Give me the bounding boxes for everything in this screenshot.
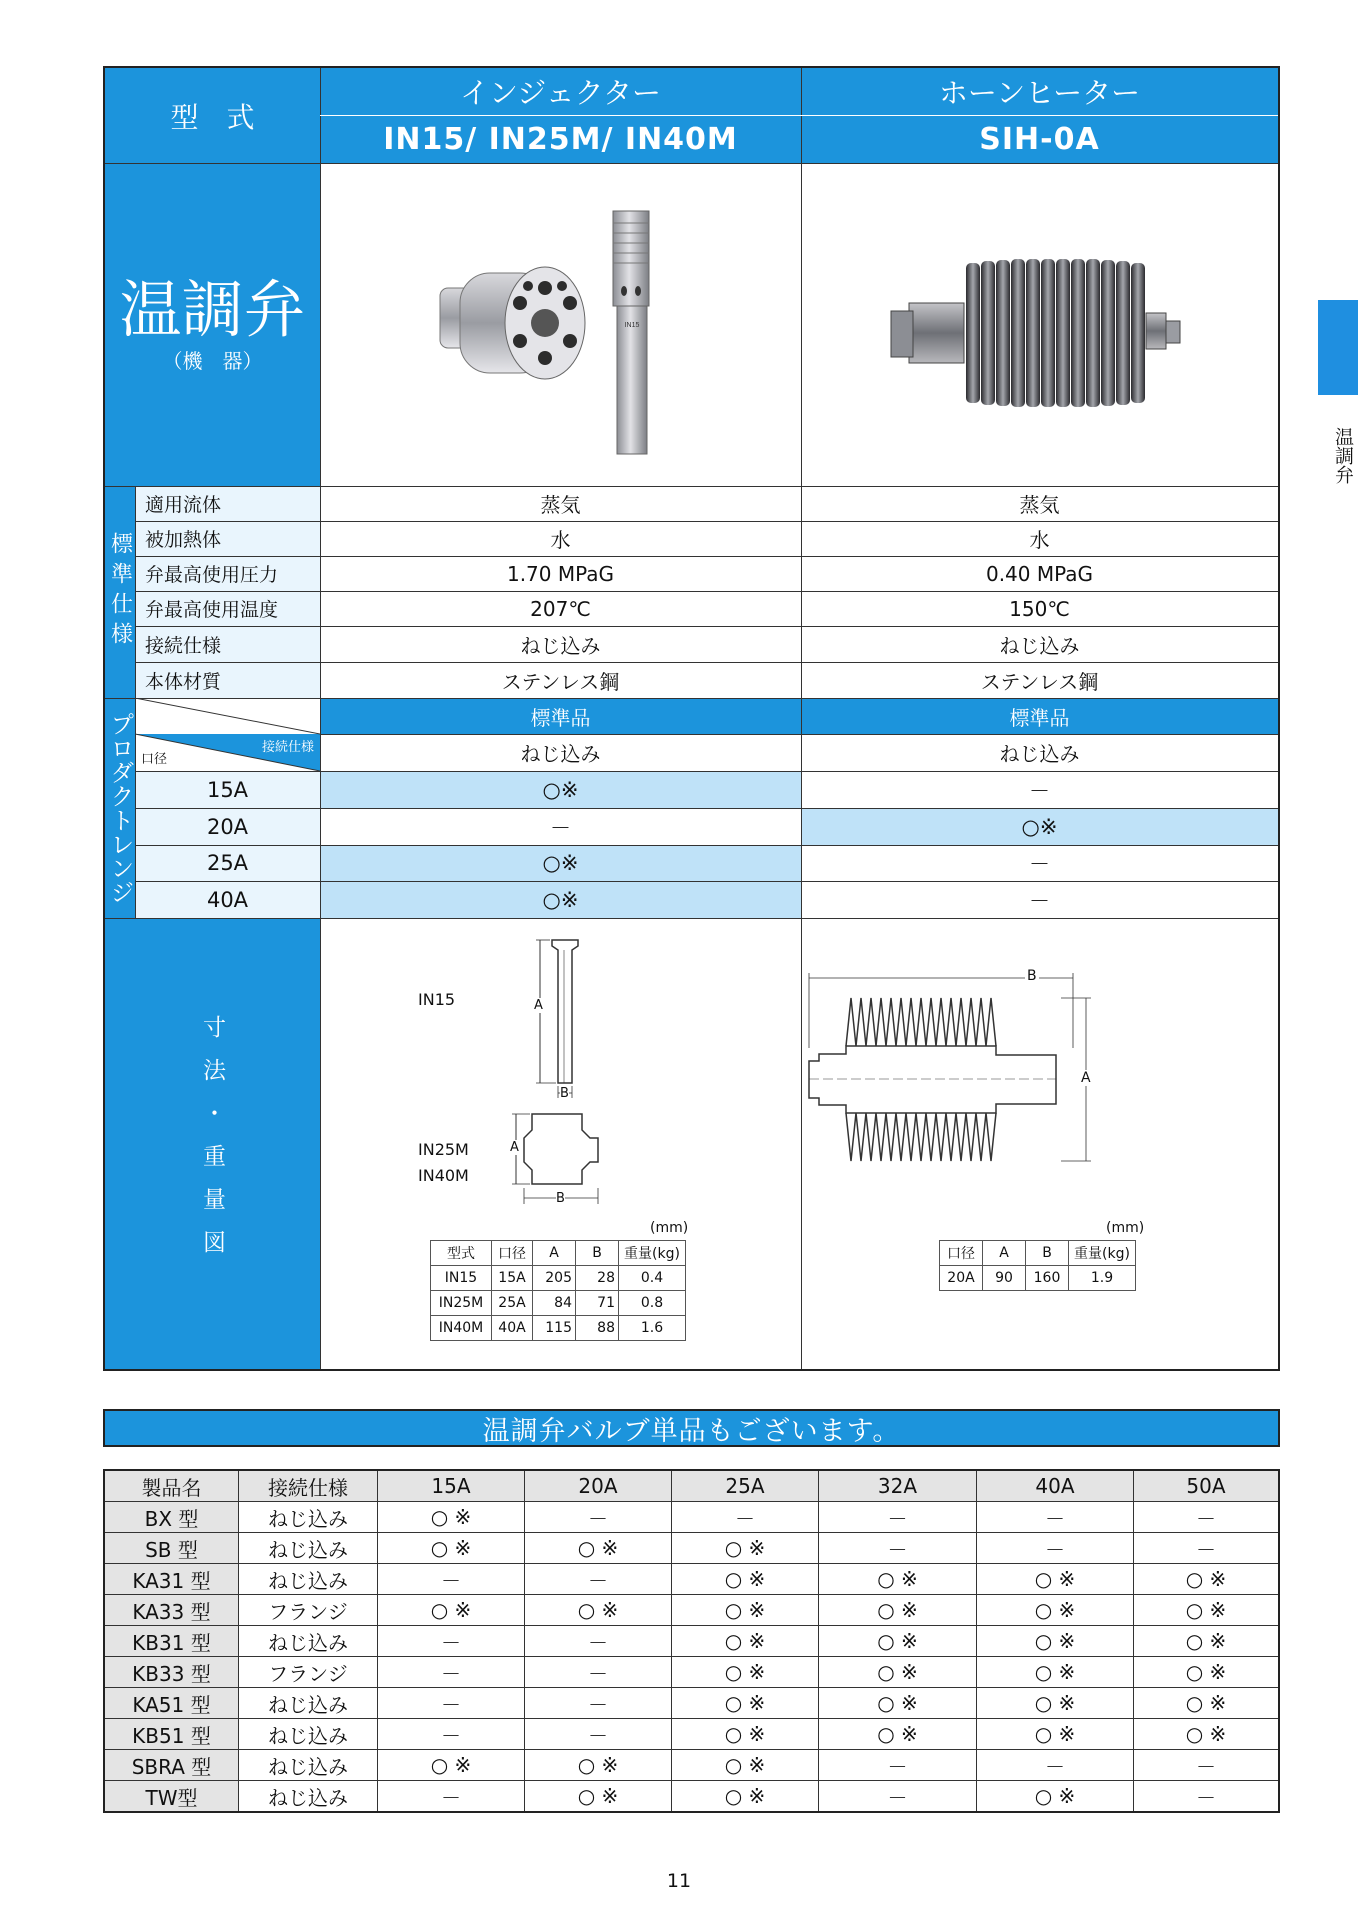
grid-line xyxy=(135,486,136,918)
range-value-0-0: ○※ xyxy=(320,771,801,808)
dims-right-h0: 口径 xyxy=(940,1241,983,1266)
grid-line xyxy=(135,771,1278,772)
valves-row xyxy=(104,1626,1279,1657)
valve-name: BX 型 xyxy=(104,1502,239,1533)
dims-right-h2: B xyxy=(1026,1241,1069,1266)
spec-label-4: 接続仕様 xyxy=(135,626,320,662)
valve-availability: ○ ※ xyxy=(672,1781,819,1813)
standard-spec-label: 標準仕様 xyxy=(105,486,135,698)
dims-left-row xyxy=(431,1266,686,1291)
valve-availability: － xyxy=(977,1533,1134,1564)
dims-left-cell: 0.8 xyxy=(619,1291,686,1316)
valve-availability: － xyxy=(525,1688,672,1719)
valve-connection: フランジ xyxy=(239,1657,378,1688)
valves-header: 25A xyxy=(672,1470,819,1502)
valves-row xyxy=(104,1533,1279,1564)
valve-name: KA51 型 xyxy=(104,1688,239,1719)
spec-value-4-0: ねじ込み xyxy=(520,633,601,658)
dim-b-in15: B xyxy=(560,1086,569,1101)
dims-left-unit: (mm) xyxy=(650,1220,689,1236)
valve-availability: ○ ※ xyxy=(525,1750,672,1781)
dim-b-in25m: B xyxy=(556,1191,565,1206)
range-conn-0: ねじ込み xyxy=(520,742,601,766)
dims-left-h4: 重量(kg) xyxy=(619,1241,686,1266)
injector-image xyxy=(320,163,801,486)
valve-availability: ○ ※ xyxy=(672,1595,819,1626)
spec-value-5-1: ステンレス鋼 xyxy=(980,669,1099,694)
grid-line xyxy=(135,808,1278,809)
spec-value-0-0: 蒸気 xyxy=(540,493,581,517)
dims-left-cell: 115 xyxy=(533,1316,576,1341)
dims-right-row xyxy=(940,1266,1136,1291)
diag-top-label: 接続仕様 xyxy=(261,740,314,755)
grid-line xyxy=(135,556,1278,557)
valve-availability: ○ ※ xyxy=(378,1502,525,1533)
valve-connection: ねじ込み xyxy=(239,1719,378,1750)
spec-value-2-0: 1.70 MPaG xyxy=(506,561,615,586)
valve-availability: ○ ※ xyxy=(672,1533,819,1564)
valve-availability: － xyxy=(525,1719,672,1750)
valve-availability: － xyxy=(819,1533,977,1564)
valves-header: 50A xyxy=(1134,1470,1280,1502)
label-in40m: IN40M xyxy=(418,1166,469,1185)
product-model-0: IN15/ IN25M/ IN40M xyxy=(320,115,801,163)
valves-header-row xyxy=(104,1470,1279,1502)
section-title: 温調弁 xyxy=(119,273,306,346)
spec-label-5: 本体材質 xyxy=(135,662,320,698)
valve-availability: － xyxy=(378,1719,525,1750)
valve-name: KB51 型 xyxy=(104,1719,239,1750)
valve-availability: － xyxy=(378,1781,525,1813)
valve-availability: － xyxy=(1134,1781,1280,1813)
valves-header: 15A xyxy=(378,1470,525,1502)
valve-availability: ○ ※ xyxy=(672,1688,819,1719)
product-range-label: プロダクトレンジ xyxy=(105,698,135,918)
valves-header: 20A xyxy=(525,1470,672,1502)
valve-connection: ねじ込み xyxy=(239,1564,378,1595)
valves-header: 接続仕様 xyxy=(239,1470,378,1502)
valve-availability: ○ ※ xyxy=(1134,1595,1280,1626)
dims-right-h3: 重量(kg) xyxy=(1069,1241,1136,1266)
spec-label-2: 弁最高使用圧力 xyxy=(135,556,320,591)
valve-connection: ねじ込み xyxy=(239,1502,378,1533)
range-value-1-1: ○※ xyxy=(801,808,1278,845)
dim-b-sih: B xyxy=(1027,968,1037,984)
valve-availability: ○ ※ xyxy=(819,1688,977,1719)
dims-left-cell: IN40M xyxy=(431,1316,492,1341)
valve-availability: － xyxy=(977,1502,1134,1533)
grid-line xyxy=(135,845,1278,846)
dims-right-unit: (mm) xyxy=(1106,1220,1145,1236)
dims-right-cell: 1.9 xyxy=(1069,1266,1136,1291)
valves-row xyxy=(104,1719,1279,1750)
page-number: 11 xyxy=(666,1870,692,1892)
dims-left-h2: A xyxy=(533,1241,576,1266)
spec-value-3-0: 207℃ xyxy=(530,596,591,621)
dims-left-cell: IN25M xyxy=(431,1291,492,1316)
valves-row xyxy=(104,1781,1279,1813)
spec-value-3-1: 150℃ xyxy=(1009,596,1070,621)
valve-availability: － xyxy=(1134,1502,1280,1533)
dims-label: 寸法・重量図 xyxy=(105,918,320,1369)
valve-availability: ○ ※ xyxy=(1134,1719,1280,1750)
valves-banner: 温調弁バルブ単品もございます。 xyxy=(103,1409,1280,1447)
spec-label-1: 被加熱体 xyxy=(135,521,320,556)
valves-body xyxy=(104,1502,1279,1813)
valve-availability: ○ ※ xyxy=(819,1626,977,1657)
range-size-1: 20A xyxy=(135,808,320,845)
dims-left-h1: 口径 xyxy=(492,1241,533,1266)
valves-row xyxy=(104,1564,1279,1595)
grid-line xyxy=(801,68,802,1369)
valve-availability: ○ ※ xyxy=(672,1657,819,1688)
valves-row xyxy=(104,1657,1279,1688)
valve-availability: ○ ※ xyxy=(525,1781,672,1813)
valve-availability: － xyxy=(819,1781,977,1813)
valve-name: TW型 xyxy=(104,1781,239,1813)
spec-value-1-1: 水 xyxy=(1029,528,1050,552)
grid-line xyxy=(105,486,1278,487)
dims-right-cell: 20A xyxy=(940,1266,983,1291)
valve-availability: ○ ※ xyxy=(378,1750,525,1781)
dims-left-cell: 84 xyxy=(533,1291,576,1316)
valve-availability: － xyxy=(378,1564,525,1595)
valve-availability: － xyxy=(1134,1750,1280,1781)
valves-header: 40A xyxy=(977,1470,1134,1502)
valve-connection: ねじ込み xyxy=(239,1626,378,1657)
valve-name: KA33 型 xyxy=(104,1595,239,1626)
spec-value-2-1: 0.40 MPaG xyxy=(985,561,1094,586)
valve-name: SBRA 型 xyxy=(104,1750,239,1781)
grid-line xyxy=(320,115,1278,116)
dims-left-h3: B xyxy=(576,1241,619,1266)
dims-left-cell: 28 xyxy=(576,1266,619,1291)
svg-text:IN15: IN15 xyxy=(624,322,640,329)
product-model-1: SIH-0A xyxy=(801,115,1278,163)
valve-availability: － xyxy=(819,1750,977,1781)
valve-availability: － xyxy=(378,1688,525,1719)
dims-right-header-row xyxy=(940,1241,1136,1266)
product-category-0: インジェクター xyxy=(320,68,801,115)
grid-line xyxy=(135,591,1278,592)
valve-availability: ○ ※ xyxy=(378,1595,525,1626)
valve-availability: ○ ※ xyxy=(977,1688,1134,1719)
dims-right-drawing xyxy=(801,918,1278,1369)
valves-header: 32A xyxy=(819,1470,977,1502)
grid-line xyxy=(105,698,1278,699)
spec-value-0-1: 蒸気 xyxy=(1019,493,1060,517)
dims-left-h0: 型式 xyxy=(431,1241,492,1266)
valve-availability: ○ ※ xyxy=(819,1657,977,1688)
valve-connection: ねじ込み xyxy=(239,1533,378,1564)
valve-name: KB33 型 xyxy=(104,1657,239,1688)
dim-a-in15: A xyxy=(534,998,543,1013)
range-value-2-0: ○※ xyxy=(320,845,801,881)
range-value-0-1: － xyxy=(1029,778,1050,803)
diag-bottom-label: 口径 xyxy=(141,752,168,767)
range-value-3-1: － xyxy=(1029,888,1050,913)
valve-availability: ○ ※ xyxy=(977,1564,1134,1595)
dim-a-in25m: A xyxy=(510,1140,519,1155)
valve-availability: ○ ※ xyxy=(977,1657,1134,1688)
side-tab-marker xyxy=(1318,300,1358,395)
valve-connection: ねじ込み xyxy=(239,1688,378,1719)
valve-availability: ○ ※ xyxy=(819,1719,977,1750)
range-header-1: 標準品 xyxy=(801,698,1278,734)
horn-heater-image xyxy=(801,163,1278,486)
valve-availability: ○ ※ xyxy=(525,1595,672,1626)
spec-value-1-0: 水 xyxy=(550,528,571,552)
spec-label-0: 適用流体 xyxy=(135,486,320,521)
valve-availability: ○ ※ xyxy=(819,1595,977,1626)
range-header-0: 標準品 xyxy=(320,698,801,734)
valve-availability: ○ ※ xyxy=(1134,1626,1280,1657)
dims-left-cell: 71 xyxy=(576,1291,619,1316)
label-in15: IN15 xyxy=(418,990,456,1009)
valve-availability: － xyxy=(378,1626,525,1657)
dims-left-cell: 205 xyxy=(533,1266,576,1291)
dims-left-cell: 25A xyxy=(492,1291,533,1316)
grid-line xyxy=(135,521,1278,522)
valve-name: KA31 型 xyxy=(104,1564,239,1595)
section-subtitle: （機 器） xyxy=(162,349,263,373)
dims-left-row xyxy=(431,1291,686,1316)
section-title-cell xyxy=(105,163,320,486)
valve-availability: － xyxy=(525,1564,672,1595)
valve-availability: ○ ※ xyxy=(1134,1564,1280,1595)
grid-line xyxy=(320,734,1278,735)
horn-heater-photo xyxy=(801,163,1278,486)
dims-left-cell: IN15 xyxy=(431,1266,492,1291)
valve-availability: － xyxy=(1134,1533,1280,1564)
product-category-1: ホーンヒーター xyxy=(801,68,1278,115)
valve-name: SB 型 xyxy=(104,1533,239,1564)
spec-table xyxy=(103,66,1280,1371)
dims-left-cell: 1.6 xyxy=(619,1316,686,1341)
valve-availability: － xyxy=(525,1657,672,1688)
dims-left-cell: 40A xyxy=(492,1316,533,1341)
dims-right-panel xyxy=(801,918,1278,1369)
valve-availability: ○ ※ xyxy=(1134,1657,1280,1688)
dim-a-sih: A xyxy=(1081,1070,1091,1086)
dims-left-cell: 0.4 xyxy=(619,1266,686,1291)
spec-value-4-1: ねじ込み xyxy=(999,633,1080,658)
range-value-1-0: － xyxy=(550,815,571,840)
valves-row xyxy=(104,1688,1279,1719)
valves-row xyxy=(104,1595,1279,1626)
range-value-2-1: － xyxy=(1029,852,1050,876)
grid-line xyxy=(135,881,1278,882)
valve-connection: ねじ込み xyxy=(239,1781,378,1813)
dims-left-cell: 88 xyxy=(576,1316,619,1341)
dims-right-cell: 90 xyxy=(983,1266,1026,1291)
valve-availability: ○ ※ xyxy=(672,1564,819,1595)
grid-line xyxy=(105,163,1278,164)
dims-left-header-row xyxy=(431,1241,686,1266)
valves-table xyxy=(103,1469,1280,1813)
diagonal-header-cell xyxy=(135,698,320,771)
valve-availability: － xyxy=(525,1502,672,1533)
valve-availability: ○ ※ xyxy=(378,1533,525,1564)
valve-connection: フランジ xyxy=(239,1595,378,1626)
valve-availability: ○ ※ xyxy=(977,1719,1134,1750)
valves-header: 製品名 xyxy=(104,1470,239,1502)
grid-line xyxy=(135,662,1278,663)
valve-availability: ○ ※ xyxy=(977,1595,1134,1626)
dims-right-table xyxy=(939,1240,1136,1291)
valves-row xyxy=(104,1502,1279,1533)
valve-availability: ○ ※ xyxy=(977,1626,1134,1657)
dims-left-row xyxy=(431,1316,686,1341)
valve-availability: ○ ※ xyxy=(819,1564,977,1595)
dims-right-cell: 160 xyxy=(1026,1266,1069,1291)
valve-availability: － xyxy=(819,1502,977,1533)
dims-left-cell: 15A xyxy=(492,1266,533,1291)
dims-left-panel xyxy=(320,918,801,1369)
valve-availability: ○ ※ xyxy=(1134,1688,1280,1719)
valve-availability: ○ ※ xyxy=(672,1626,819,1657)
grid-line xyxy=(135,626,1278,627)
valve-availability: － xyxy=(977,1750,1134,1781)
valve-availability: ○ ※ xyxy=(977,1781,1134,1813)
label-in25m: IN25M xyxy=(418,1140,469,1159)
range-size-3: 40A xyxy=(135,881,320,918)
injector-photo xyxy=(320,163,801,486)
valve-availability: － xyxy=(525,1626,672,1657)
dims-right-h1: A xyxy=(983,1241,1026,1266)
valve-name: KB31 型 xyxy=(104,1626,239,1657)
type-header: 型 式 xyxy=(105,68,320,163)
valve-connection: ねじ込み xyxy=(239,1750,378,1781)
side-tab-label: 温調弁 xyxy=(1332,426,1354,484)
grid-line xyxy=(105,918,1278,919)
valve-availability: ○ ※ xyxy=(672,1719,819,1750)
range-size-0: 15A xyxy=(135,771,320,808)
range-conn-1: ねじ込み xyxy=(999,742,1080,766)
spec-value-5-0: ステンレス鋼 xyxy=(501,669,620,694)
grid-line xyxy=(320,68,321,1369)
valve-availability: ○ ※ xyxy=(525,1533,672,1564)
valve-availability: － xyxy=(672,1502,819,1533)
valves-row xyxy=(104,1750,1279,1781)
spec-label-3: 弁最高使用温度 xyxy=(135,591,320,626)
valve-availability: ○ ※ xyxy=(672,1750,819,1781)
valve-availability: － xyxy=(378,1657,525,1688)
range-value-3-0: ○※ xyxy=(320,881,801,918)
range-size-2: 25A xyxy=(135,845,320,881)
dims-left-table xyxy=(430,1240,686,1341)
